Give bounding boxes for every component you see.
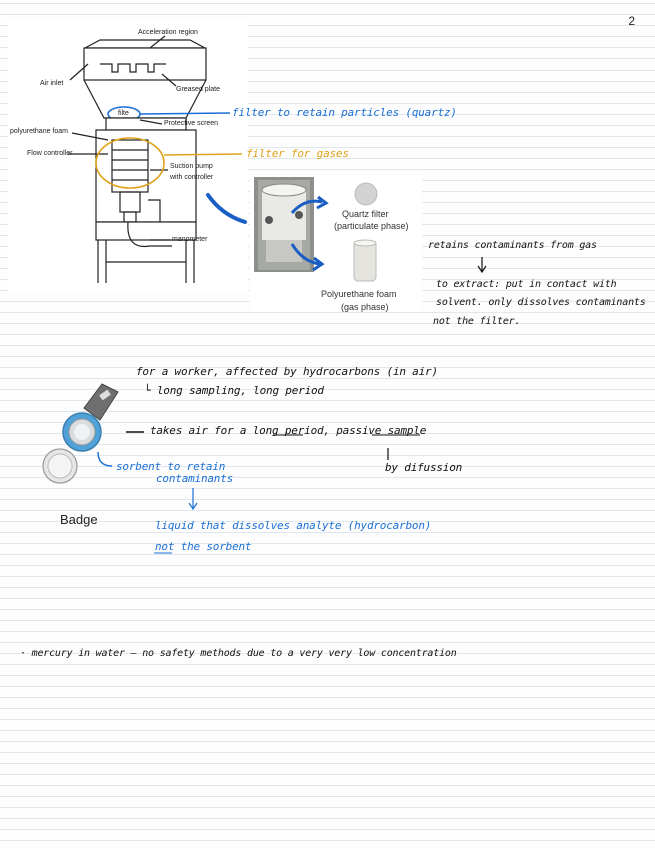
badge-caption: Badge — [60, 512, 98, 527]
pu-foam-label: Polyurethane foam — [321, 289, 397, 299]
note-liquid-line-1: liquid that dissolves analyte (hydrocarbon) — [155, 519, 432, 532]
label-filter: filte — [118, 110, 129, 117]
note-by-difussion: by difussion — [385, 461, 463, 474]
note-mercury: · mercury in water — no safety methods due to a very very low concentration — [20, 648, 457, 659]
note-sorbent-line-2: contaminants — [156, 472, 234, 485]
label-flow-controller: Flow controller — [27, 150, 73, 157]
note-filter-particles: filter to retain particles (quartz) — [232, 106, 457, 119]
quartz-filter-label: Quartz filter — [342, 209, 389, 219]
label-suction-pump-controller: with controller — [170, 174, 214, 181]
label-polyurethane-foam: polyurethane foam — [10, 128, 68, 135]
label-suction-pump: Suction pump — [170, 163, 213, 170]
page-number: 2 — [628, 14, 635, 28]
note-extract-line-2: solvent. only dissolves contaminants — [436, 297, 646, 308]
label-protective-screen: Protective screen — [164, 120, 219, 127]
label-acceleration-region: Acceleration region — [138, 29, 198, 36]
quartz-filter-sublabel: (particulate phase) — [334, 221, 409, 231]
note-worker-line-1: for a worker, affected by hydrocarbons (in air) — [136, 365, 438, 378]
note-extract-line-3: not the filter. — [433, 316, 521, 327]
label-manometer: manometer — [172, 236, 208, 243]
pu-foam-sublabel: (gas phase) — [341, 302, 389, 312]
label-air-inlet: Air inlet — [40, 80, 64, 87]
note-liquid-line-2: not the sorbent — [155, 540, 252, 553]
note-sorbent-line-1: sorbent to retain — [116, 460, 226, 473]
note-filter-gases: filter for gases — [246, 147, 349, 160]
note-retains-contaminants: retains contaminants from gas — [428, 240, 597, 251]
note-takes-air: takes air for a long period, passive sample — [150, 424, 427, 437]
note-worker-line-2: └ long sampling, long period — [144, 384, 324, 397]
note-extract-line-1: to extract: put in contact with — [436, 279, 617, 290]
label-greased-plate: Greased plate — [176, 86, 220, 93]
